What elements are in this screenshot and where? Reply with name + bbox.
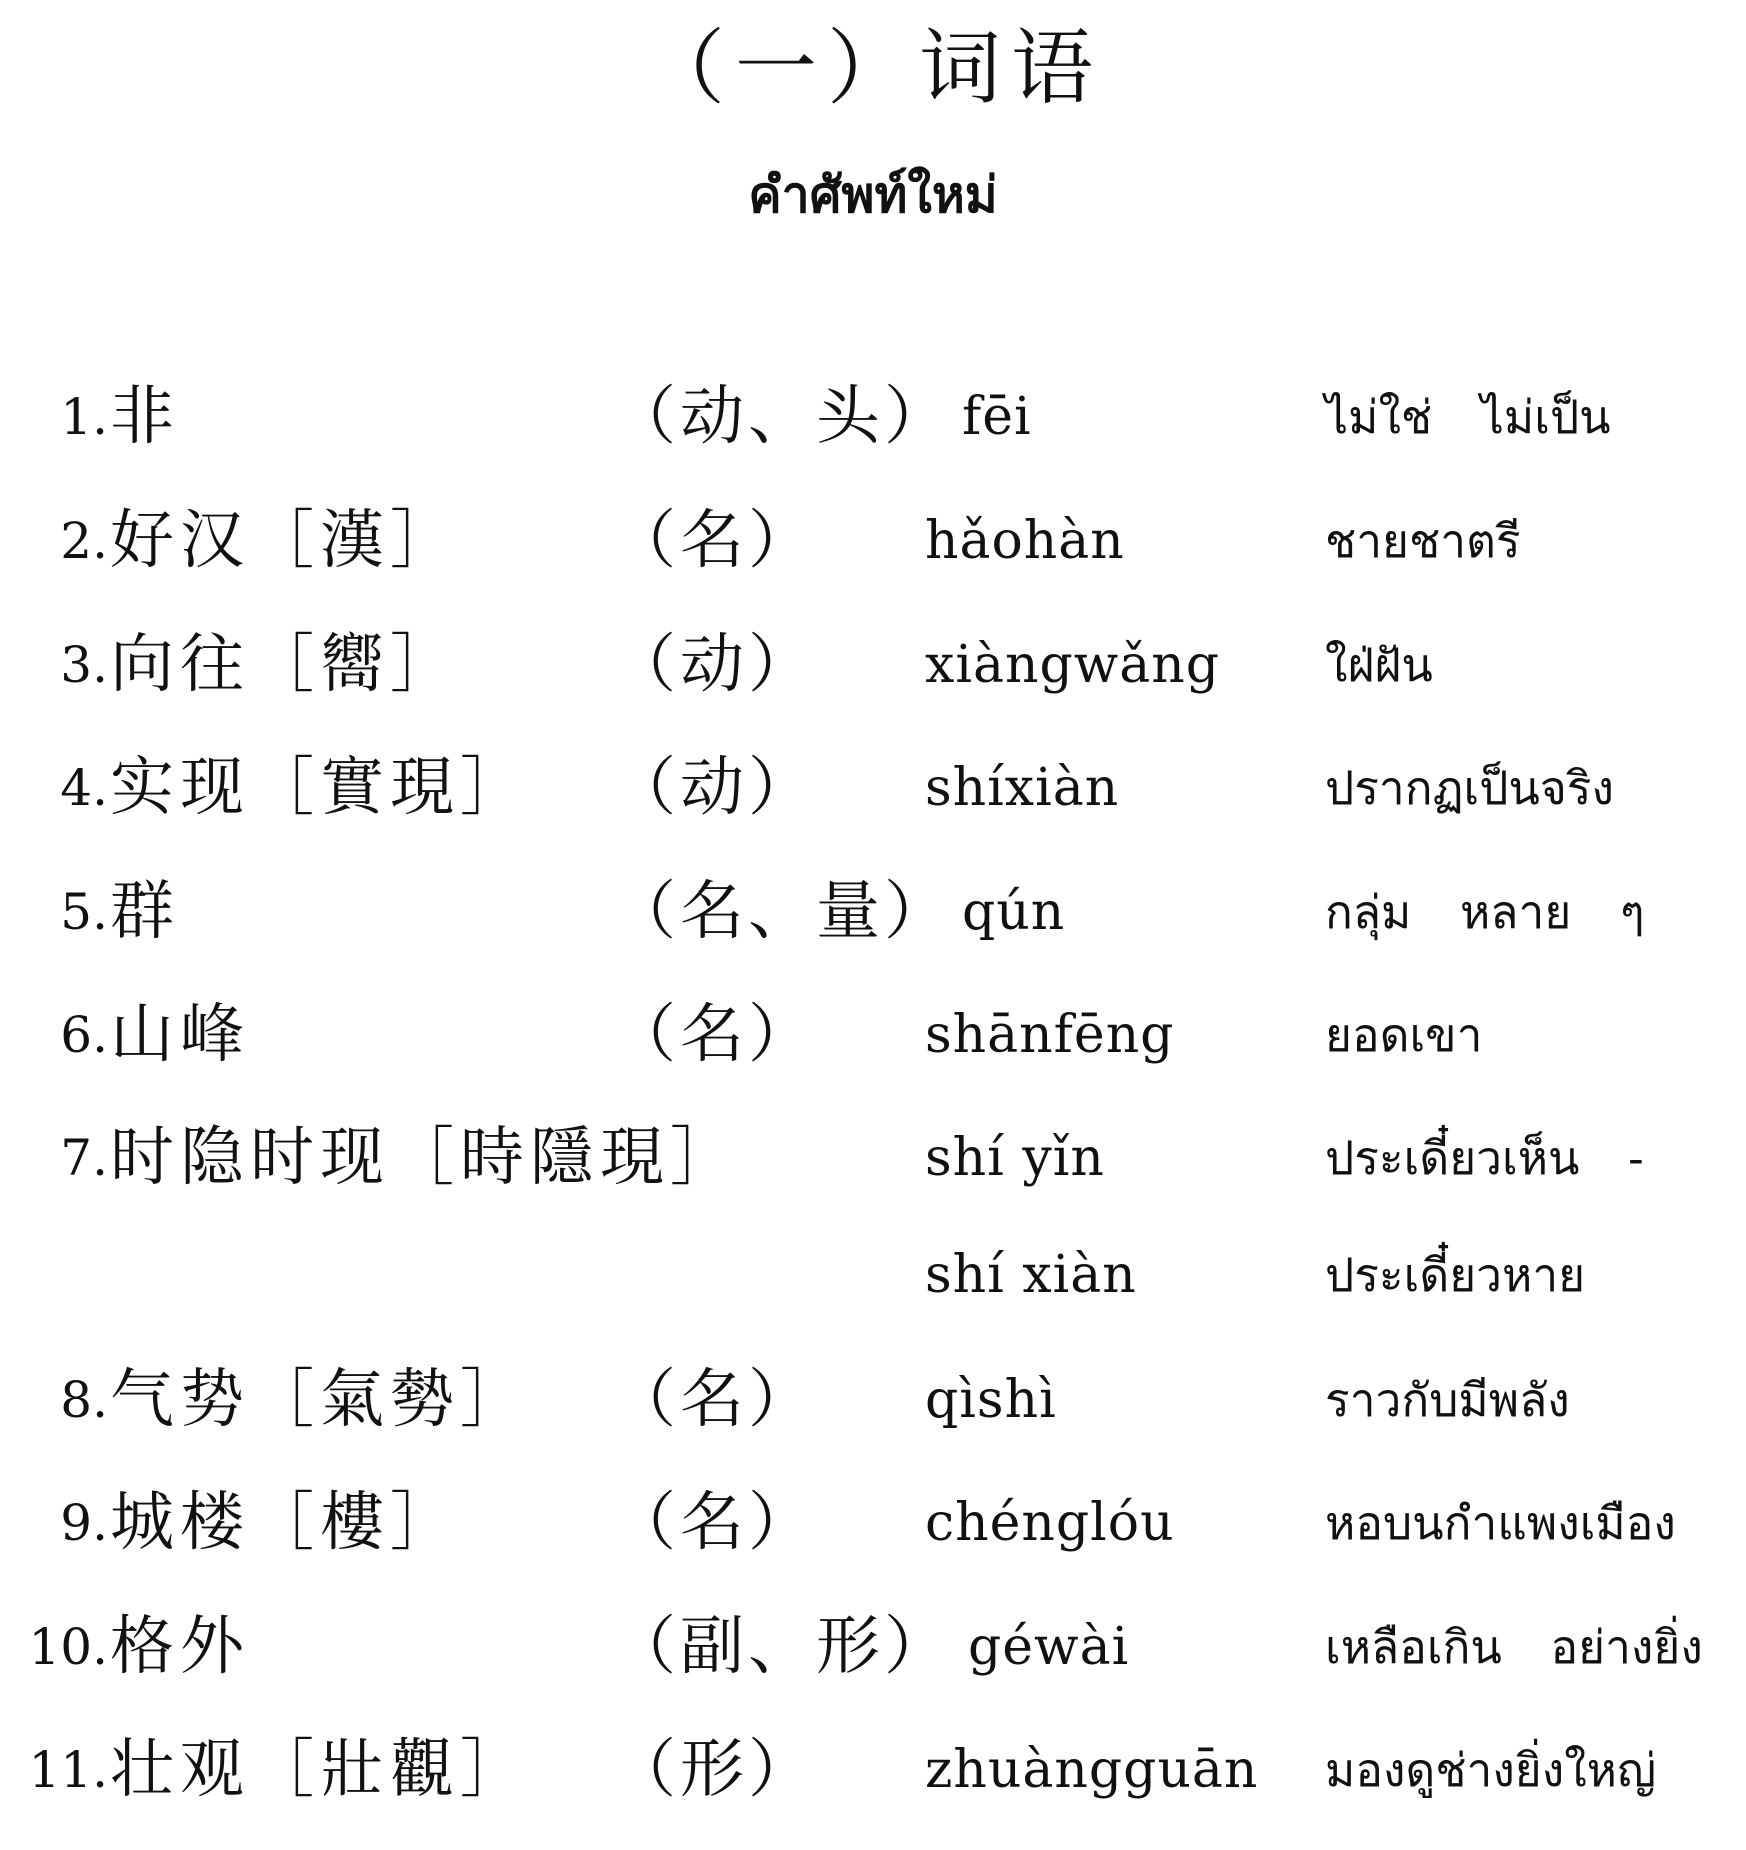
- entry-number: 4.: [60, 759, 108, 817]
- entry-pinyin: géwài: [968, 1617, 1130, 1677]
- entry-number: 3.: [60, 636, 108, 694]
- entry-simplified: 壮观: [110, 1733, 250, 1807]
- vocab-entry: [0, 1468, 1746, 1578]
- vocab-entry: [0, 1715, 1746, 1825]
- entry-thai: ใฝ่ฝัน: [1325, 638, 1433, 692]
- entry-number: 9.: [60, 1494, 108, 1552]
- entry-thai: ประเดี๋ยวเห็น -: [1325, 1131, 1644, 1185]
- vocab-entry: [0, 486, 1746, 596]
- entry-simplified: 山峰: [110, 998, 250, 1072]
- entry-traditional: ［樓］: [250, 1486, 460, 1560]
- entry-part-of-speech: （动、头）: [612, 380, 952, 454]
- entry-pinyin: shí yǐn: [925, 1128, 1105, 1188]
- entry-pinyin: chénglóu: [925, 1493, 1175, 1553]
- entry-word: [110, 1468, 460, 1578]
- entry-word: [110, 1592, 250, 1702]
- entry-thai: กลุ่ม หลาย ๆ: [1325, 885, 1645, 939]
- entry-word: [110, 857, 180, 967]
- entry-simplified: 好汉: [110, 504, 250, 578]
- entry-word: [110, 733, 530, 843]
- vocab-entry: [0, 1345, 1746, 1455]
- entry-pinyin: shí xiàn: [925, 1245, 1137, 1305]
- entry-word: [110, 486, 460, 596]
- entry-word: [110, 1715, 530, 1825]
- entry-part-of-speech: （动）: [612, 751, 816, 825]
- entry-thai: มองดูช่างยิ่งใหญ่: [1325, 1743, 1657, 1797]
- entry-number: 7.: [60, 1129, 108, 1187]
- entry-simplified: 非: [110, 380, 180, 454]
- entry-simplified: 时隐时现: [110, 1121, 390, 1195]
- entry-part-of-speech: （名、量）: [612, 875, 952, 949]
- entry-part-of-speech: （形）: [612, 1733, 816, 1807]
- vocab-entry: [0, 980, 1746, 1090]
- entry-word: [110, 362, 180, 472]
- entry-thai: หอบนกำแพงเมือง: [1325, 1496, 1676, 1550]
- entry-thai: ประเดี๋ยวหาย: [1325, 1248, 1586, 1302]
- entry-number: 10.: [28, 1618, 108, 1676]
- entry-pinyin: fēi: [962, 387, 1032, 447]
- entry-simplified: 气势: [110, 1363, 250, 1437]
- section-subtitle: คำศัพท์ใหม่: [748, 165, 998, 224]
- entry-thai: ปรากฏเป็นจริง: [1325, 761, 1614, 815]
- entry-pinyin: qún: [962, 882, 1066, 942]
- vocab-entry: [0, 362, 1746, 472]
- entry-traditional: ［漢］: [250, 504, 460, 578]
- entry-pinyin: xiàngwǎng: [925, 635, 1221, 695]
- entry-number: 5.: [60, 883, 108, 941]
- entry-simplified: 群: [110, 875, 180, 949]
- entry-pinyin: qìshì: [925, 1370, 1057, 1430]
- entry-number: 11.: [28, 1741, 108, 1799]
- vocab-entry: [0, 1103, 1746, 1213]
- vocab-entry: [0, 610, 1746, 720]
- entry-thai: ยอดเขา: [1325, 1008, 1483, 1062]
- entry-traditional: ［實現］: [250, 751, 530, 825]
- entry-traditional: ［嚮］: [250, 628, 460, 702]
- entry-part-of-speech: （副、形）: [612, 1610, 952, 1684]
- entry-simplified: 城楼: [110, 1486, 250, 1560]
- entry-traditional: ［氣勢］: [250, 1363, 530, 1437]
- entry-part-of-speech: （名）: [612, 504, 816, 578]
- entry-word: [110, 1345, 530, 1455]
- entry-pinyin: shíxiàn: [925, 758, 1120, 818]
- vocab-entry: [0, 1592, 1746, 1702]
- entry-pinyin: shānfēng: [925, 1005, 1175, 1065]
- entry-simplified: 实现: [110, 751, 250, 825]
- entry-thai: ชายชาตรี: [1325, 514, 1521, 568]
- entry-word: [110, 980, 250, 1090]
- entry-simplified: 向往: [110, 628, 250, 702]
- section-title: （一）词语: [642, 21, 1103, 116]
- entry-number: 8.: [60, 1371, 108, 1429]
- entry-pinyin: hǎohàn: [925, 511, 1125, 571]
- vocab-entry-continuation: [0, 1220, 1746, 1330]
- entry-number: 1.: [60, 388, 108, 446]
- entry-word: [110, 1103, 740, 1213]
- vocab-entry: [0, 733, 1746, 843]
- entry-thai: เหลือเกิน อย่างยิ่ง: [1325, 1620, 1703, 1674]
- entry-number: 2.: [60, 512, 108, 570]
- entry-traditional: ［壯觀］: [250, 1733, 530, 1807]
- entry-thai: ราวกับมีพลัง: [1325, 1373, 1570, 1427]
- entry-part-of-speech: （动）: [612, 628, 816, 702]
- entry-pinyin: zhuàngguān: [925, 1740, 1259, 1800]
- entry-simplified: 格外: [110, 1610, 250, 1684]
- entry-thai: ไม่ใช่ ไม่เป็น: [1325, 390, 1611, 444]
- entry-number: 6.: [60, 1006, 108, 1064]
- entry-part-of-speech: （名）: [612, 1486, 816, 1560]
- entry-part-of-speech: （名）: [612, 998, 816, 1072]
- entry-traditional: ［時隱現］: [390, 1121, 740, 1195]
- vocab-entry: [0, 857, 1746, 967]
- entry-part-of-speech: （名）: [612, 1363, 816, 1437]
- entry-word: [110, 610, 460, 720]
